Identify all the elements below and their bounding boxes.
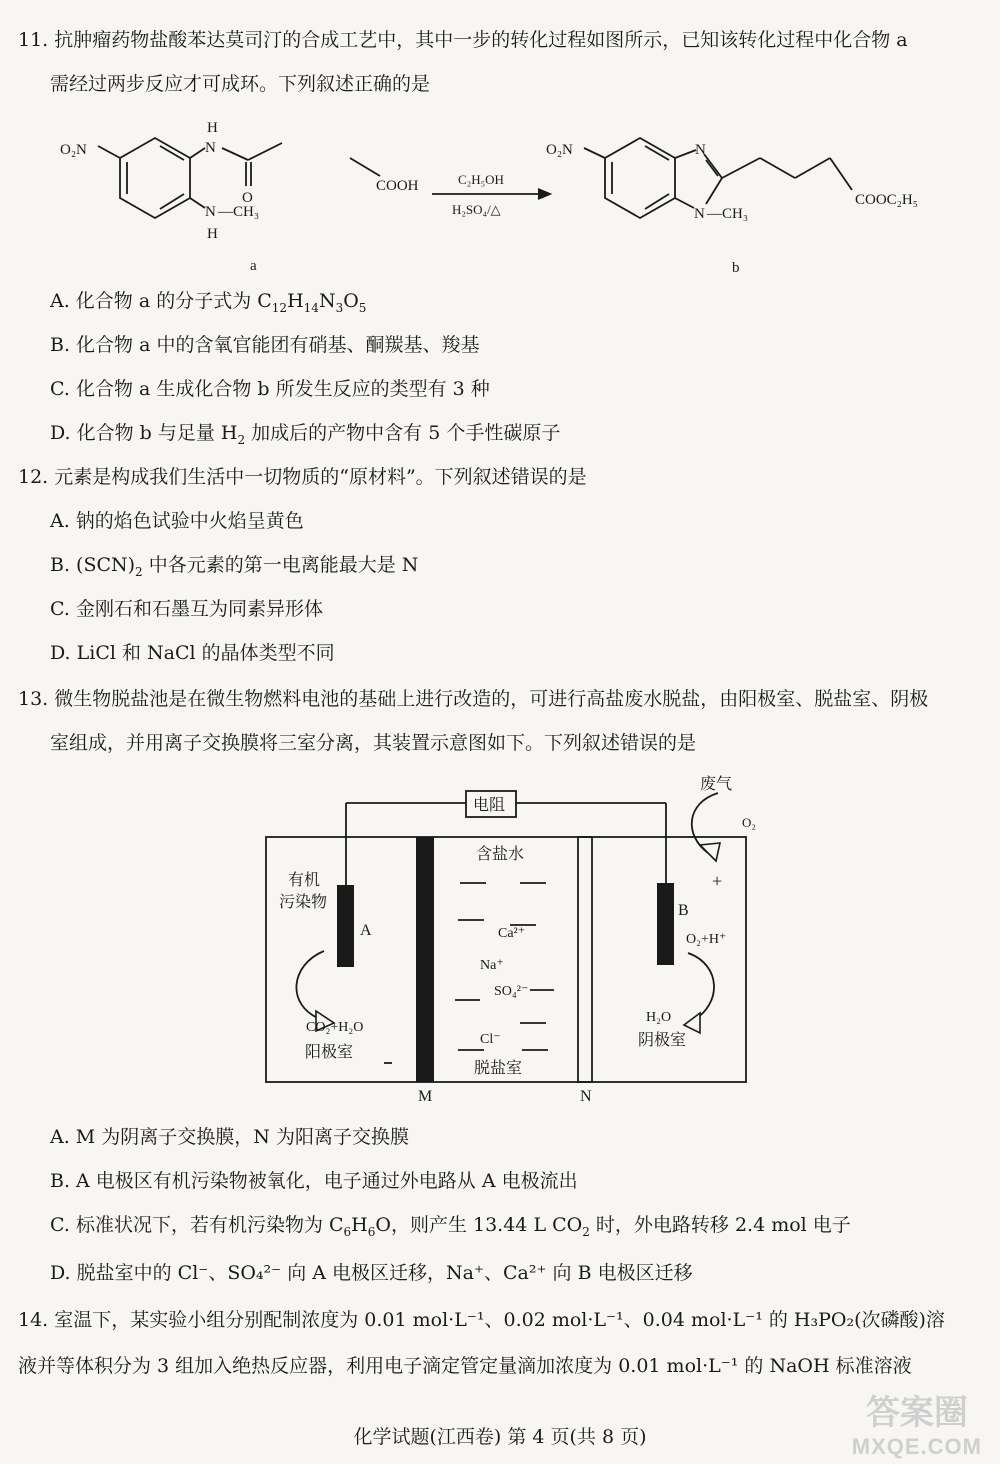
- compound-b-label: b: [732, 260, 740, 276]
- salt-water-label: 含盐水: [476, 846, 525, 863]
- ca-ion-label: Ca²⁺: [498, 926, 526, 941]
- a-amine-h-label: H: [207, 226, 218, 242]
- page-footer: 化学试题(江西卷) 第 4 页(共 8 页): [353, 1426, 647, 1448]
- condition-bottom-label: H₂SO₄/△: [452, 202, 501, 217]
- q12-stem: 12. 元素是构成我们生活中一切物质的“原材料”。下列叙述错误的是: [18, 466, 587, 488]
- watermark-logo: 答案圈 MXQE.COM: [851, 1394, 982, 1459]
- b-nitro-label: O₂N: [546, 142, 573, 158]
- a-carbonyl-o-label: O: [242, 190, 253, 206]
- q11-stem-line2: 需经过两步反应才可成环。下列叙述正确的是: [50, 73, 431, 95]
- q12-option-a: A. 钠的焰色试验中火焰呈黄色: [50, 510, 304, 532]
- b-ester-label: COOC₂H₅: [855, 192, 918, 208]
- na-ion-label: Na⁺: [480, 958, 504, 973]
- q13-stem-line2: 室组成，并用离子交换膜将三室分离，其装置示意图如下。下列叙述错误的是: [50, 732, 697, 754]
- compound-a-label: a: [250, 258, 257, 274]
- h2o-label: H₂O: [646, 1010, 672, 1025]
- q14-stem-line1: 14. 室温下，某实验小组分别配制浓度为 0.01 mol·L⁻¹、0.02 mol·L⁻¹、0.04 mol·L⁻¹ 的 H₃PO₂(次磷酸)溶: [18, 1309, 945, 1331]
- membrane-n-label: N: [580, 1088, 592, 1105]
- condition-top-label: C₂H₅OH: [458, 172, 504, 187]
- electrode-a: [337, 885, 354, 967]
- cl-ion-label: Cl⁻: [480, 1032, 501, 1047]
- q12-option-c: C. 金刚石和石墨互为同素异形体: [50, 598, 323, 620]
- organic-label-1: 有机: [288, 872, 321, 889]
- b-imidazole-n-top: N: [695, 142, 706, 158]
- resistor-label: 电阻: [473, 797, 506, 814]
- membrane-m-label: M: [418, 1088, 433, 1105]
- electrode-b-label: B: [678, 902, 689, 919]
- a-amine-n-label: N: [205, 204, 216, 220]
- organic-label-2: 污染物: [279, 894, 328, 911]
- co2-h2o-label: CO₂+H₂O: [306, 1020, 364, 1035]
- q14-stem-line2: 液并等体积分为 3 组加入绝热反应器，利用电子滴定管定量滴加浓度为 0.01 mol·L⁻¹ 的 NaOH 标准溶液: [18, 1355, 912, 1377]
- q13-option-b: B. A 电极区有机污染物被氧化，电子通过外电路从 A 电极流出: [50, 1170, 578, 1192]
- q11-stem-line1: 11. 抗肿瘤药物盐酸苯达莫司汀的合成工艺中，其中一步的转化过程如图所示，已知该转化过程中化合物 a: [18, 29, 908, 51]
- b-imidazole-n-bottom: N: [694, 206, 705, 222]
- desalt-room-label: 脱盐室: [474, 1060, 523, 1077]
- q12-option-b: B. $(SCN)_2$ 中各元素的第一电离能最大是 N: [50, 554, 419, 579]
- q11-option-c: C. 化合物 a 生成化合物 b 所发生反应的类型有 3 种: [50, 378, 490, 400]
- so4-ion-label: SO₄²⁻: [494, 984, 529, 999]
- b-methyl-label: —CH₃: [707, 206, 749, 222]
- a-amide-h-label: H: [207, 120, 218, 136]
- anode-room-label: 阳极室: [305, 1044, 354, 1061]
- positive-sign: +: [712, 871, 723, 891]
- q11-option-d: D. 化合物 b 与足量 $H_2$ 加成后的产物中含有 5 个手性碳原子: [50, 422, 561, 447]
- cathode-room-label: 阴极室: [638, 1032, 687, 1049]
- q11-reaction-scheme: [0, 110, 1000, 285]
- reagent-cooh-label: COOH: [376, 178, 419, 194]
- q11-option-b: B. 化合物 a 中的含氧官能团有硝基、酮羰基、羧基: [50, 334, 480, 356]
- a-amide-n-label: N: [205, 140, 216, 156]
- electrode-b: [657, 883, 674, 965]
- q13-stem-line1: 13. 微生物脱盐池是在微生物燃料电池的基础上进行改造的，可进行高盐废水脱盐，由阳极室、脱盐室、阴极: [18, 688, 929, 710]
- o2-h-label: O₂+H⁺: [686, 932, 727, 947]
- a-nitro-label: O₂N: [60, 142, 87, 158]
- membrane-m: [416, 837, 434, 1082]
- q13-option-d: D. 脱盐室中的 Cl⁻、SO₄²⁻ 向 A 电极区迁移，Na⁺、Ca²⁺ 向 B 电极区迁移: [50, 1262, 693, 1284]
- q13-option-c: C. 标准状况下，若有机污染物为 $C_6H_6O$，则产生 13.44 L $CO_2$ 时，外电路转移 2.4 mol 电子: [50, 1214, 851, 1239]
- air-label: 废气: [700, 776, 733, 793]
- a-methyl-label: —CH₃: [218, 204, 260, 220]
- q11-option-a: A. 化合物 a 的分子式为 $C_{12}H_{14}N_3O_5$: [50, 290, 367, 315]
- q12-option-d: D. LiCl 和 NaCl 的晶体类型不同: [50, 642, 335, 664]
- electrode-a-label: A: [360, 922, 372, 939]
- o2-label: O₂: [742, 815, 756, 830]
- q13-option-a: A. M 为阴离子交换膜，N 为阳离子交换膜: [50, 1126, 409, 1148]
- q13-desalination-cell-diagram: [0, 765, 1000, 1110]
